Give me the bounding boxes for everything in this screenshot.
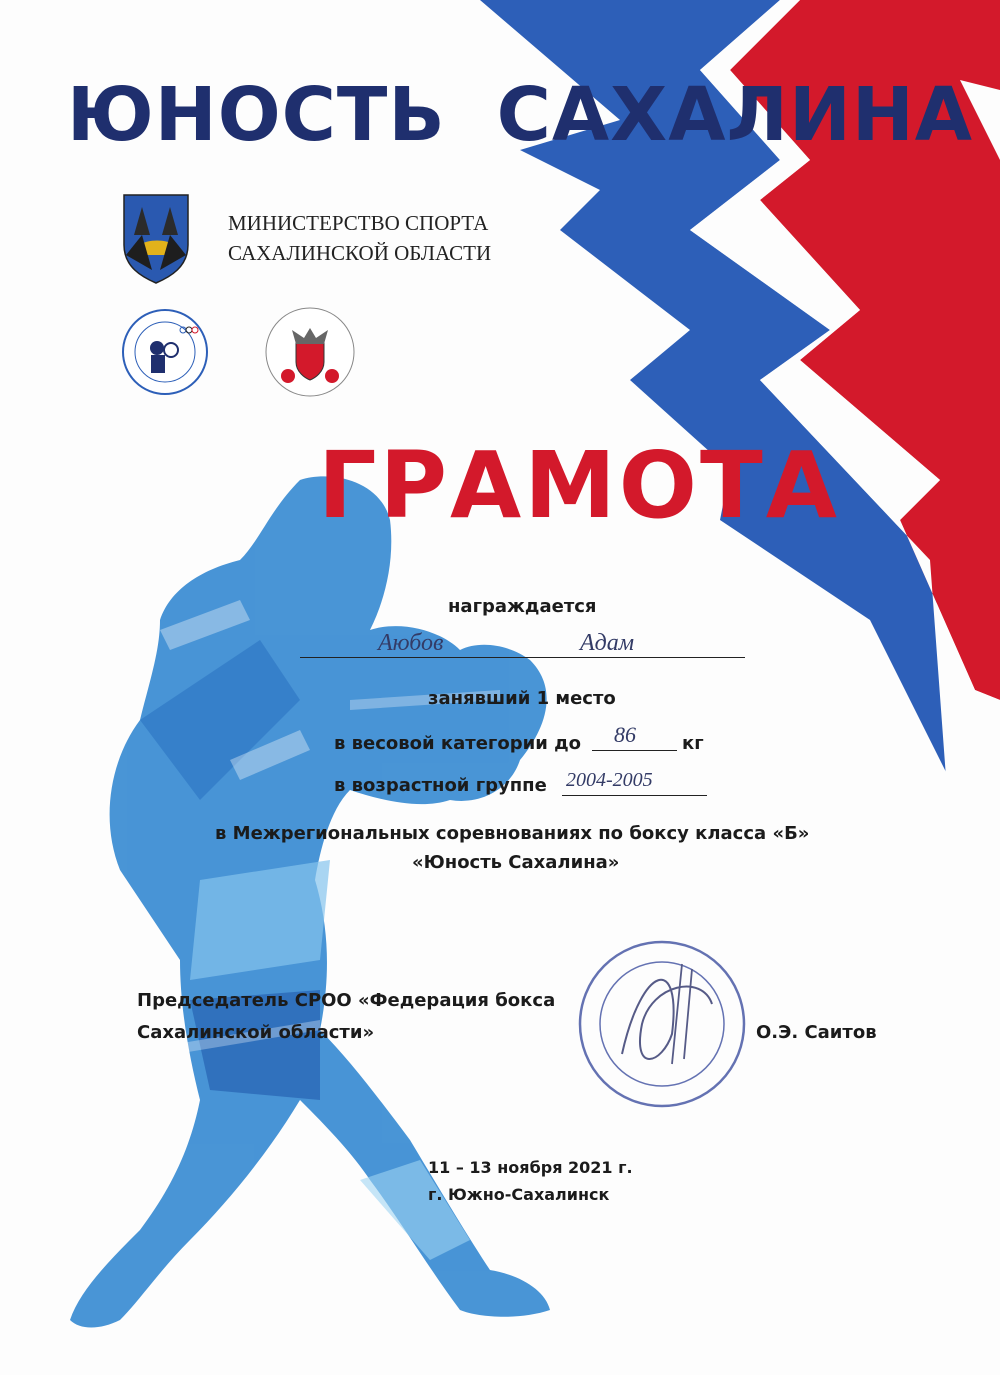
weight-line: [592, 750, 677, 751]
age-prefix: в возрастной группе: [334, 775, 547, 796]
chair-line-2: Сахалинской области»: [137, 1022, 375, 1043]
recipient-name: Адам: [580, 630, 635, 656]
federation-emblem: [266, 308, 354, 396]
competition-line-2: «Юность Сахалина»: [412, 852, 620, 873]
age-value: 2004-2005: [566, 769, 653, 791]
age-line: [562, 795, 707, 796]
weight-value: 86: [614, 722, 636, 747]
ministry-name: [228, 208, 491, 268]
event-city: г. Южно-Сахалинск: [428, 1185, 610, 1204]
awarded-text: награждается: [448, 596, 597, 617]
header-title: ЮНОСТЬ САХАЛИНА: [66, 72, 974, 158]
event-dates: 11 – 13 ноября 2021 г.: [428, 1158, 633, 1177]
official-stamp: [580, 942, 744, 1106]
chair-line-1: Председатель СРОО «Федерация бокса: [137, 990, 556, 1011]
coat-of-arms: [124, 195, 188, 283]
recipient-surname: Аюбов: [378, 630, 444, 656]
boxing-school-emblem: [123, 310, 207, 394]
signer-name: О.Э. Саитов: [756, 1022, 877, 1043]
weight-unit: кг: [682, 733, 704, 754]
place-text: занявший 1 место: [428, 688, 616, 709]
ministry-line-2: САХАЛИНСКОЙ ОБЛАСТИ: [228, 241, 492, 265]
ministry-line-1: МИНИСТЕРСТВО СПОРТА: [228, 211, 489, 235]
recipient-line: [300, 657, 745, 658]
document-heading: ГРАМОТА: [318, 432, 840, 539]
competition-line-1: в Межрегиональных соревнованиях по боксу класса «Б»: [215, 823, 810, 844]
weight-prefix: в весовой категории до: [334, 733, 581, 754]
